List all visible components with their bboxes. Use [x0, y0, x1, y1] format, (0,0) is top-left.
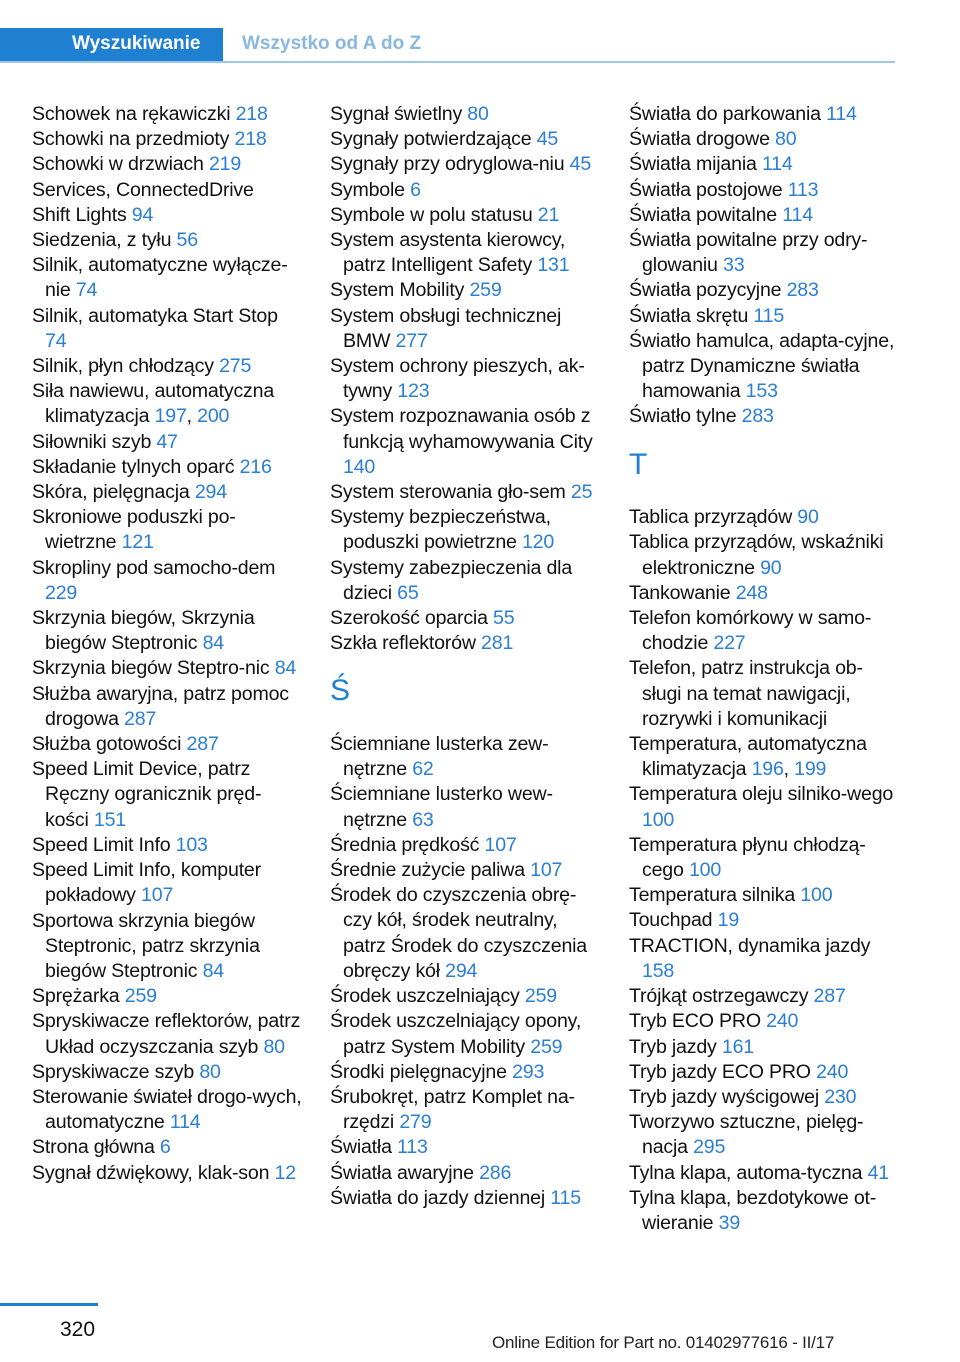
page-link[interactable]: 200	[197, 405, 230, 428]
index-entry	[32, 228, 304, 253]
index-term: Speed Limit Info	[32, 833, 171, 856]
index-term: Środki pielęgnacyjne	[330, 1060, 507, 1083]
index-term: Tylna klapa, automa‐tyczna	[629, 1161, 863, 1184]
index-entry	[330, 1186, 602, 1211]
index-entry	[32, 606, 304, 656]
page-link[interactable]: 90	[797, 506, 819, 529]
index-term: Skrzynia biegów Steptro‐nic	[32, 657, 270, 680]
index-entry	[32, 178, 304, 203]
index-term: Sygnał świetlny	[330, 103, 463, 125]
index-term: Światła powitalne	[629, 203, 777, 226]
index-entry	[330, 1009, 602, 1059]
index-entry	[330, 203, 602, 228]
index-term: Światło tylne	[629, 405, 737, 428]
page-link[interactable]: 33	[723, 254, 745, 277]
index-entry	[32, 102, 304, 127]
index-entry	[32, 556, 304, 606]
index-entry	[32, 682, 304, 732]
page-link[interactable]: 199	[794, 758, 827, 781]
page-link[interactable]: 100	[800, 884, 833, 907]
page-link[interactable]: 287	[124, 707, 157, 730]
index-entry	[629, 833, 899, 883]
page-link[interactable]: 140	[343, 455, 376, 478]
page-link[interactable]: 65	[397, 581, 419, 604]
index-entry	[330, 404, 602, 480]
index-term: Sterowanie świateł drogo‐wych, automatyczne	[32, 1085, 302, 1134]
index-entry	[32, 984, 304, 1009]
section-letter: Ś	[330, 674, 351, 708]
index-entry	[629, 782, 899, 832]
index-entry	[32, 455, 304, 480]
index-term: Services, ConnectedDrive	[32, 178, 254, 201]
page-link[interactable]: 45	[536, 128, 559, 151]
index-entry	[629, 1161, 899, 1186]
page-link[interactable]: 107	[141, 884, 174, 907]
index-term: Skropliny pod samocho‐dem	[32, 556, 276, 579]
header-tabs	[0, 28, 895, 63]
index-entry	[330, 1085, 602, 1135]
index-term: Światła mijania	[629, 153, 757, 176]
index-entry	[32, 152, 304, 177]
index-term: Strona główna	[32, 1136, 155, 1159]
index-term: System Mobility	[330, 279, 465, 302]
index-entry	[629, 304, 899, 329]
index-entry	[629, 1035, 899, 1060]
index-entry	[330, 1161, 602, 1186]
index-term: Światło hamulca, adapta‐cyjne, patrz Dynamiczne światła hamowania	[629, 329, 895, 403]
index-term: Spryskiwacze reflektorów, patrz Układ oczyszczania szyb	[32, 1010, 301, 1058]
index-term: Środek uszczelniający opony, patrz System Mobility	[330, 1010, 582, 1058]
page-link[interactable]: 63	[412, 808, 434, 831]
index-term: Ściemniane lusterko wew‐nętrzne	[330, 783, 553, 831]
page-link[interactable]: 114	[761, 153, 793, 176]
index-term: Touchpad	[629, 909, 713, 932]
index-term: Skrzynia biegów, Skrzynia biegów Steptronic	[32, 607, 255, 655]
page-link[interactable]: 294	[194, 481, 227, 504]
index-entry	[629, 228, 899, 278]
index-entry	[330, 984, 602, 1009]
page-link[interactable]: 90	[760, 556, 782, 579]
index-entry	[330, 178, 602, 203]
page-link[interactable]: 84	[202, 959, 225, 982]
index-entry	[629, 404, 899, 429]
index-term: Światła do parkowania	[629, 103, 821, 125]
page-link[interactable]: 153	[745, 380, 778, 403]
index-entry	[330, 102, 602, 127]
index-term: Tworzywo sztuczne, pielęg‐nacja	[629, 1111, 864, 1159]
page-link[interactable]: 279	[399, 1111, 432, 1134]
index-term: Światła awaryjne	[330, 1161, 474, 1184]
index-term: Szkła reflektorów	[330, 632, 476, 655]
index-column-2	[330, 102, 602, 1211]
index-term: Sygnały potwierdzające	[330, 128, 532, 151]
index-entry: Siła nawiewu, automatyczna klimatyzacja 197, 200	[32, 380, 275, 428]
page-link[interactable]: 62	[412, 758, 434, 781]
page-link[interactable]: 219	[208, 153, 242, 176]
index-entry	[629, 278, 899, 303]
index-entry	[330, 732, 602, 782]
index-entry	[32, 1085, 304, 1135]
index-term: Sprężarka	[32, 985, 120, 1008]
index-entry	[629, 656, 899, 732]
page-link[interactable]: 41	[867, 1161, 889, 1184]
index-entry	[629, 606, 899, 656]
page-link[interactable]: 121	[121, 531, 154, 554]
page-link[interactable]: 161	[721, 1035, 754, 1058]
index-term: Spryskiwacze szyb	[32, 1060, 195, 1083]
index-entry	[32, 833, 304, 858]
index-entry	[629, 934, 899, 984]
index-term: Silnik, automatyka Start Stop	[32, 304, 278, 327]
index-term: Tryb jazdy wyścigowej	[629, 1085, 819, 1108]
index-term: Skóra, pielęgnacja	[32, 481, 190, 504]
index-entry	[330, 304, 602, 354]
page-link[interactable]: 114	[782, 203, 813, 226]
page-link[interactable]: 293	[512, 1060, 545, 1083]
page-link[interactable]: 230	[824, 1085, 857, 1108]
index-term: Schowek na rękawiczki	[32, 103, 231, 125]
page-link[interactable]: 107	[530, 859, 563, 882]
index-term: Temperatura, automatyczna klimatyzacja	[629, 733, 867, 781]
index-term: Sygnał dźwiękowy, klak‐son	[32, 1161, 270, 1184]
index-term: Służba gotowości	[32, 733, 182, 756]
page-link[interactable]: 259	[469, 279, 502, 302]
index-entry	[629, 908, 899, 933]
index-entry	[330, 1060, 602, 1085]
index-entry	[330, 354, 602, 404]
index-entry	[32, 505, 304, 555]
page-link[interactable]: 131	[537, 254, 570, 277]
index-term: Siłowniki szyb	[32, 430, 152, 453]
index-entry	[330, 228, 602, 278]
page-link[interactable]: 286	[479, 1161, 512, 1184]
index-term: Światła drogowe	[629, 128, 770, 151]
index-entry	[32, 1161, 304, 1186]
index-term: Temperatura oleju silniko‐wego	[629, 783, 894, 806]
index-entry	[629, 883, 899, 908]
index-column-3	[629, 102, 899, 1236]
page-link[interactable]: 80	[199, 1060, 221, 1083]
index-entry	[330, 833, 602, 858]
index-term: Światła pozycyjne	[629, 279, 782, 302]
index-entry	[629, 1085, 899, 1110]
index-term: System asystenta kierowcy, patrz Intelligent Safety	[330, 229, 566, 277]
index-entry	[32, 732, 304, 757]
page-link[interactable]: 227	[713, 632, 746, 655]
index-term: Światła postojowe	[629, 178, 783, 201]
page-link[interactable]: 294	[445, 959, 478, 982]
index-entry	[330, 858, 602, 883]
index-entry	[330, 127, 602, 152]
index-term: Silnik, automatyczne wyłącze‐nie	[32, 254, 288, 302]
index-term: Sportowa skrzynia biegów Steptronic, patrz skrzynia biegów Steptronic	[32, 909, 260, 982]
page-link[interactable]: 107	[484, 833, 517, 856]
index-entry	[330, 606, 602, 631]
index-entry	[32, 430, 304, 455]
index-term: TRACTION, dynamika jazdy	[629, 934, 871, 957]
page-link[interactable]: 114	[169, 1111, 201, 1134]
tab-a-to-z[interactable]: Wszystko od A do Z	[242, 33, 422, 54]
page-link[interactable]: 80	[263, 1035, 285, 1058]
index-term: Telefon komórkowy w samo‐chodzie	[629, 607, 872, 655]
index-entry	[629, 505, 899, 530]
index-term: Systemy zabezpieczenia dla dzieci	[330, 556, 573, 604]
page-link[interactable]: 55	[493, 607, 515, 630]
page-link[interactable]: 94	[131, 203, 154, 226]
page-number: 320	[60, 1318, 96, 1341]
page-link[interactable]: 197	[154, 405, 187, 428]
index-entry	[330, 883, 602, 984]
index-entry	[32, 203, 304, 228]
index-term: Sygnały przy odryglowa‐niu	[330, 153, 565, 176]
index-term: Tryb jazdy ECO PRO	[629, 1060, 811, 1083]
page-link[interactable]: 259	[124, 985, 157, 1008]
index-entry	[32, 757, 304, 833]
index-entry	[629, 581, 899, 606]
page-link[interactable]: 45	[569, 153, 592, 176]
index-term: Shift Lights	[32, 203, 127, 226]
index-term: Światła skrętu	[629, 304, 749, 327]
page-link[interactable]: 47	[156, 430, 178, 453]
index-term: Światła do jazdy dziennej	[330, 1186, 546, 1209]
page-link[interactable]: 80	[467, 103, 489, 125]
index-term: Służba awaryjna, patrz pomoc drogowa	[32, 682, 289, 730]
index-entry	[32, 304, 304, 354]
index-entry	[32, 858, 304, 908]
page-link[interactable]: 123	[397, 380, 430, 403]
page-link[interactable]: 120	[521, 531, 555, 554]
index-term: Tablica przyrządów	[629, 506, 793, 529]
page-link[interactable]: 218	[235, 103, 268, 125]
page-link[interactable]: 277	[395, 329, 428, 352]
index-entry: Temperatura, automatyczna klimatyzacja 196, 199	[629, 733, 867, 781]
index-term: Tryb jazdy	[629, 1035, 717, 1058]
index-term: Speed Limit Device, patrz Ręczny ogranicznik pręd‐kości	[32, 758, 262, 831]
page-link[interactable]: 80	[775, 128, 797, 151]
page-link[interactable]: 113	[787, 178, 819, 201]
page-link[interactable]: 19	[717, 909, 740, 932]
page-link[interactable]: 74	[45, 329, 67, 352]
section-letter: T	[629, 447, 648, 481]
page-link[interactable]: 100	[642, 808, 675, 831]
index-term: Średnia prędkość	[330, 833, 480, 856]
index-term: Temperatura silnika	[629, 884, 796, 907]
index-term: Symbole w polu statusu	[330, 203, 533, 226]
index-entry	[629, 1060, 899, 1085]
index-entry	[629, 203, 899, 228]
page-link[interactable]: 21	[537, 203, 560, 226]
index-entry	[32, 1135, 304, 1160]
page-link[interactable]: 6	[410, 178, 421, 201]
index-entry	[629, 127, 899, 152]
index-term: System obsługi technicznej BMW	[330, 304, 562, 352]
index-entry	[330, 556, 602, 606]
page-link[interactable]: 196	[751, 758, 784, 781]
index-entry	[629, 102, 899, 127]
page-link[interactable]: 287	[813, 985, 846, 1008]
index-term: Światła	[330, 1136, 392, 1159]
index-entry	[32, 1009, 304, 1059]
index-term: Skroniowe poduszki po‐wietrzne	[32, 506, 236, 554]
page-link[interactable]: 158	[642, 959, 675, 982]
page-link[interactable]: 240	[816, 1060, 849, 1083]
index-entry	[32, 1060, 304, 1085]
index-entry	[32, 127, 304, 152]
page-link[interactable]: 240	[766, 1010, 799, 1033]
page-link[interactable]: 281	[481, 632, 514, 655]
page-link[interactable]: 12	[274, 1161, 296, 1184]
index-term: Siedzenia, z tyłu	[32, 229, 172, 252]
index-entry	[330, 505, 602, 555]
index-term: Tryb ECO PRO	[629, 1010, 761, 1033]
page-link[interactable]: 287	[186, 733, 219, 756]
index-term: Silnik, płyn chłodzący	[32, 355, 214, 378]
index-entry	[629, 329, 899, 405]
index-term: System sterowania gło‐sem	[330, 481, 566, 504]
page-link[interactable]: 100	[688, 859, 722, 882]
index-term: System ochrony pieszych, ak‐tywny	[330, 355, 585, 403]
index-entry	[629, 1009, 899, 1034]
index-term: Siła nawiewu, automatyczna klimatyzacja	[32, 380, 275, 428]
index-term: Trójkąt ostrzegawczy	[629, 985, 809, 1008]
index-entry	[32, 354, 304, 379]
page-link[interactable]: 84	[274, 657, 297, 680]
index-entry	[629, 1186, 899, 1236]
page-link[interactable]: 248	[735, 581, 768, 604]
index-entry	[629, 1110, 899, 1160]
index-entry	[32, 480, 304, 505]
tab-search[interactable]: Wyszukiwanie	[0, 28, 223, 61]
index-term: Temperatura płynu chłodzą‐cego	[629, 833, 866, 882]
index-entry	[330, 152, 602, 177]
page-link[interactable]: 114	[826, 103, 857, 125]
index-term: Tylna klapa, bezdotykowe ot‐wieranie	[629, 1186, 877, 1234]
page-link[interactable]: 84	[202, 632, 225, 655]
page-link[interactable]: 103	[175, 833, 208, 856]
index-term: Środek do czyszczenia obrę‐czy kół, środek neutralny, patrz Środek do czyszczenia obręczy kół	[330, 884, 587, 982]
page-link[interactable]: 151	[93, 808, 126, 831]
page-link[interactable]: 259	[530, 1035, 563, 1058]
index-term: Tankowanie	[629, 581, 731, 604]
index-term: Tablica przyrządów, wskaźniki elektroniczne	[629, 531, 884, 579]
page-link[interactable]: 283	[741, 405, 774, 428]
page-link[interactable]: 56	[176, 229, 198, 252]
page-link[interactable]: 6	[159, 1136, 171, 1159]
index-entry	[32, 909, 304, 985]
index-term: Ściemniane lusterka zew‐nętrzne	[330, 733, 549, 781]
page-link[interactable]: 259	[524, 985, 557, 1008]
page-link[interactable]: 275	[219, 355, 252, 378]
page-link[interactable]: 218	[234, 128, 267, 151]
index-term: Śrubokręt, patrz Komplet na‐rzędzi	[330, 1085, 575, 1134]
index-term: Średnie zużycie paliwa	[330, 859, 525, 882]
index-entry	[629, 530, 899, 580]
page-link[interactable]: 113	[397, 1136, 428, 1159]
index-entry	[32, 253, 304, 303]
index-entry	[629, 178, 899, 203]
index-term: Schowki w drzwiach	[32, 153, 204, 176]
index-term: System rozpoznawania osób z funkcją wyhamowywania City	[330, 405, 593, 453]
index-entry	[330, 480, 602, 505]
page-link[interactable]: 295	[693, 1136, 726, 1159]
page-link[interactable]: 216	[239, 455, 272, 478]
index-entry	[330, 1135, 602, 1160]
index-term: Systemy bezpieczeństwa, poduszki powietrzne	[330, 506, 551, 554]
index-term: Speed Limit Info, komputer pokładowy	[32, 859, 261, 907]
page-link[interactable]: 74	[75, 279, 98, 302]
index-term: Światła powitalne przy odry‐glowaniu	[629, 229, 868, 277]
index-entry	[330, 631, 602, 656]
footer-rule	[0, 1303, 98, 1306]
index-term: Schowki na przedmioty	[32, 128, 230, 151]
page-link[interactable]: 25	[570, 481, 593, 504]
edition-note: Online Edition for Part no. 01402977616 - II/17	[492, 1333, 835, 1352]
page-link[interactable]: 115	[550, 1186, 581, 1209]
page-link[interactable]: 39	[718, 1211, 741, 1234]
index-term: Symbole	[330, 178, 405, 201]
page-link[interactable]: 283	[786, 279, 819, 302]
index-term: Szerokość oparcia	[330, 607, 488, 630]
index-term: Środek uszczelniający	[330, 985, 520, 1008]
index-entry	[330, 782, 602, 832]
page-link[interactable]: 229	[45, 581, 78, 604]
index-entry	[330, 278, 602, 303]
page-link[interactable]: 115	[753, 304, 785, 327]
index-column-1	[32, 102, 304, 1186]
index-entry	[629, 984, 899, 1009]
index-term: Telefon, patrz instrukcja ob‐sługi na temat nawigacji, rozrywki i komunikacji	[629, 657, 863, 730]
index-term: Składanie tylnych oparć	[32, 455, 235, 478]
index-entry	[629, 152, 899, 177]
index-entry	[32, 656, 304, 681]
